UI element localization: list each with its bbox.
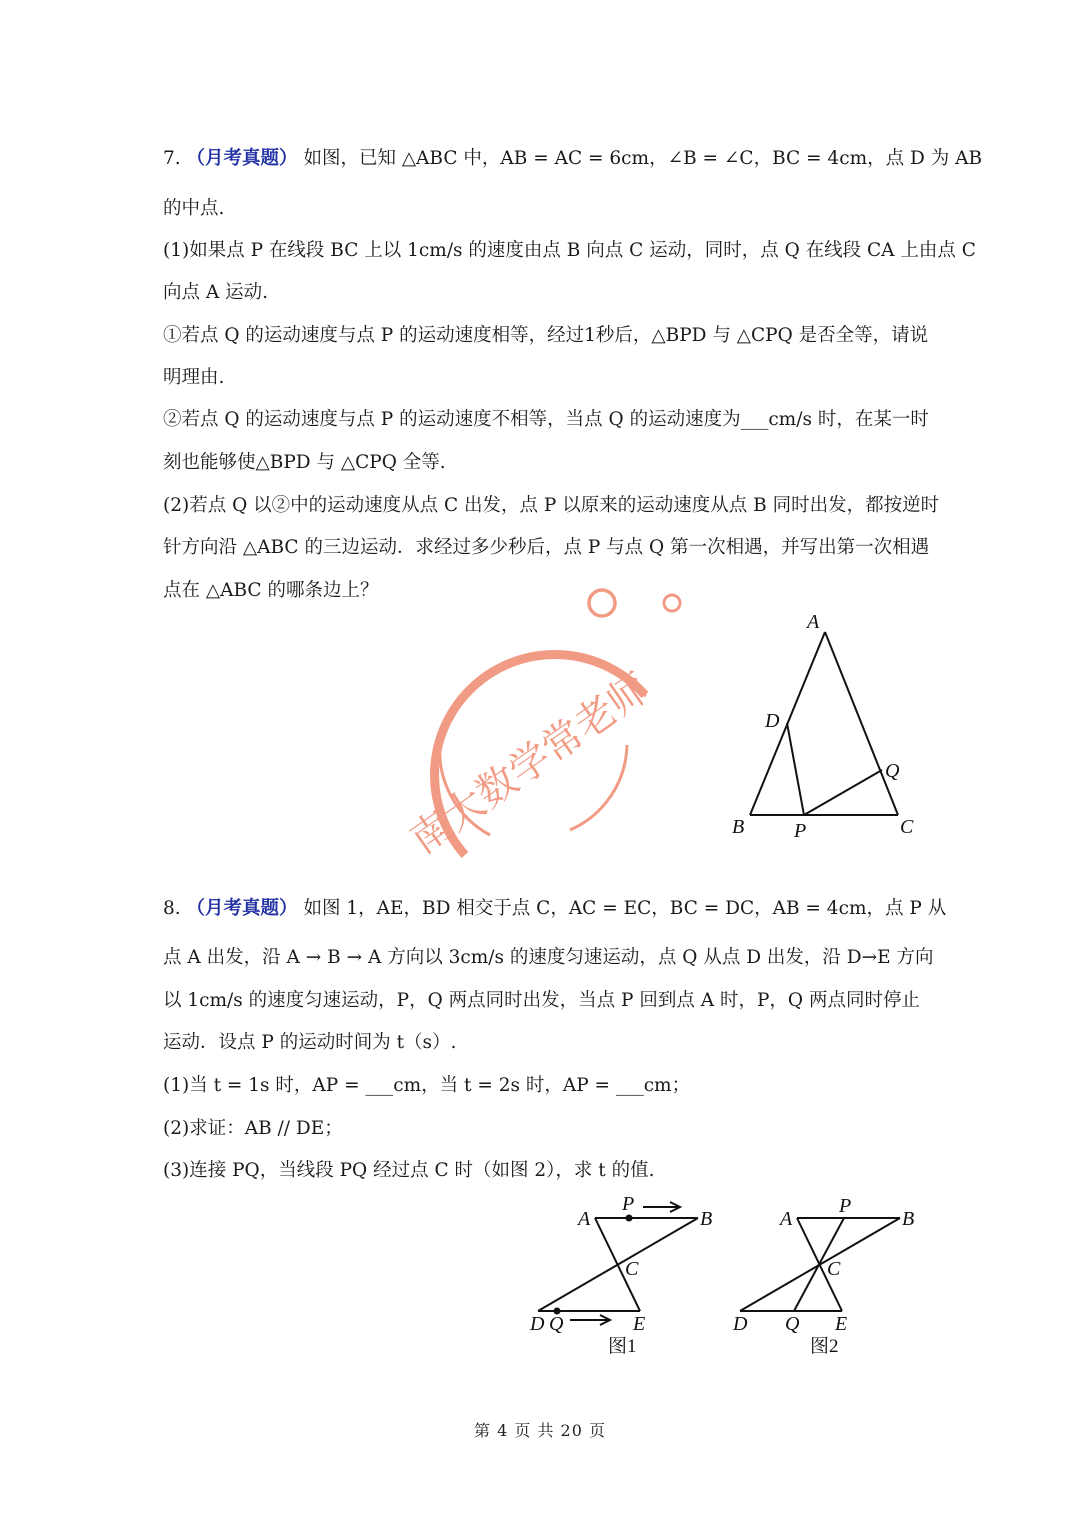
segment-dp	[787, 723, 804, 815]
q7-triangle-svg	[720, 605, 930, 845]
label-q: Q	[785, 1313, 800, 1335]
q8-line-3: 以 1cm/s 的速度匀速运动，P，Q 两点同时出发，当点 P 回到点 A 时，P，Q 两点同时停止	[163, 990, 920, 1011]
label-q: Q	[549, 1313, 564, 1335]
watermark-outer-arc	[435, 655, 645, 855]
q7-line-6: 明理由.	[163, 367, 225, 388]
q7-number: 7.	[163, 148, 181, 169]
label-d: D	[733, 1313, 748, 1335]
watermark-inner-arc-left	[440, 745, 490, 835]
label-a: A	[780, 1208, 793, 1230]
q7-line-4: 向点 A 运动.	[163, 282, 269, 303]
segment-ac	[825, 632, 898, 815]
q8-line-6: (2)求证：AB // DE；	[163, 1118, 343, 1139]
q7-line-11: 点在 △ABC 的哪条边上？	[163, 580, 379, 601]
watermark-seal	[395, 585, 695, 895]
label-q: Q	[885, 760, 900, 782]
q7-line-7: ②若点 Q 的运动速度与点 P 的运动速度不相等，当点 Q 的运动速度为___cm/s 时，在某一时	[163, 409, 929, 430]
q8-figure-2-svg	[727, 1190, 927, 1365]
label-c: C	[827, 1258, 841, 1280]
watermark-text: 南大数学常老师	[402, 664, 659, 864]
q8-figure-1	[525, 1190, 725, 1369]
q8-line-5: (1)当 t = 1s 时，AP = ___cm，当 t = 2s 时，AP = ___cm；	[163, 1075, 691, 1096]
segment-pq	[804, 770, 882, 815]
segment-bd	[538, 1218, 698, 1311]
q7-line-3: (1)如果点 P 在线段 BC 上以 1cm/s 的速度由点 B 向点 C 运动，同时，点 Q 在线段 CA 上由点 C	[163, 240, 976, 261]
q8-line-7: (3)连接 PQ，当线段 PQ 经过点 C 时（如图 2），求 t 的值.	[163, 1160, 655, 1181]
watermark-inner-arc-right	[570, 745, 627, 830]
q8-line-4: 运动．设点 P 的运动时间为 t（s）.	[163, 1032, 457, 1053]
label-d: D	[765, 710, 780, 732]
q7-text: 如图，已知 △ABC 中，AB = AC = 6cm，∠B = ∠C，BC = 4cm，点 D 为 AB	[303, 148, 983, 169]
q8-number: 8.	[163, 898, 181, 919]
q8-line-2: 点 A 出发，沿 A → B → A 方向以 3cm/s 的速度匀速运动，点 Q 从点 D 出发，沿 D→E 方向	[163, 947, 934, 968]
label-p: P	[839, 1195, 852, 1217]
label-a: A	[578, 1208, 591, 1230]
q7-line-10: 针方向沿 △ABC 的三边运动．求经过多少秒后，点 P 与点 Q 第一次相遇，并写出第一次相遇	[163, 537, 930, 558]
watermark	[395, 585, 695, 895]
label-e: E	[633, 1313, 646, 1335]
figure-caption: 图2	[810, 1336, 839, 1357]
label-b: B	[700, 1208, 713, 1230]
figure-caption: 图1	[608, 1336, 637, 1357]
label-b: B	[902, 1208, 915, 1230]
label-e: E	[835, 1313, 848, 1335]
q8-line-1	[163, 896, 947, 922]
q7-line-1	[163, 146, 983, 172]
label-p: P	[794, 820, 807, 842]
label-a: A	[807, 611, 820, 633]
q8-text: 如图 1，AE，BD 相交于点 C，AC = EC，BC = DC，AB = 4cm，点 P 从	[303, 898, 947, 919]
q7-line-9: (2)若点 Q 以②中的运动速度从点 C 出发，点 P 以原来的运动速度从点 B 同时出发，都按逆时	[163, 495, 940, 516]
label-p: P	[622, 1193, 635, 1215]
q8-tag: （月考真题）	[186, 898, 298, 919]
q8-figure-1-svg	[525, 1190, 725, 1365]
label-b: B	[732, 816, 745, 838]
label-d: D	[530, 1313, 545, 1335]
q7-line-8: 刻也能够使△BPD 与 △CPQ 全等.	[163, 452, 446, 473]
point-p	[626, 1215, 633, 1222]
q7-line-2: 的中点.	[163, 198, 225, 219]
page-footer: 第 4 页 共 20 页	[474, 1421, 606, 1440]
label-c: C	[900, 816, 914, 838]
q8-figure-2	[727, 1190, 927, 1369]
q7-tag: （月考真题）	[186, 148, 298, 169]
label-c: C	[625, 1258, 639, 1280]
q7-triangle-figure	[720, 605, 930, 849]
q7-line-5: ①若点 Q 的运动速度与点 P 的运动速度相等，经过1秒后，△BPD 与 △CPQ 是否全等，请说	[163, 325, 929, 346]
